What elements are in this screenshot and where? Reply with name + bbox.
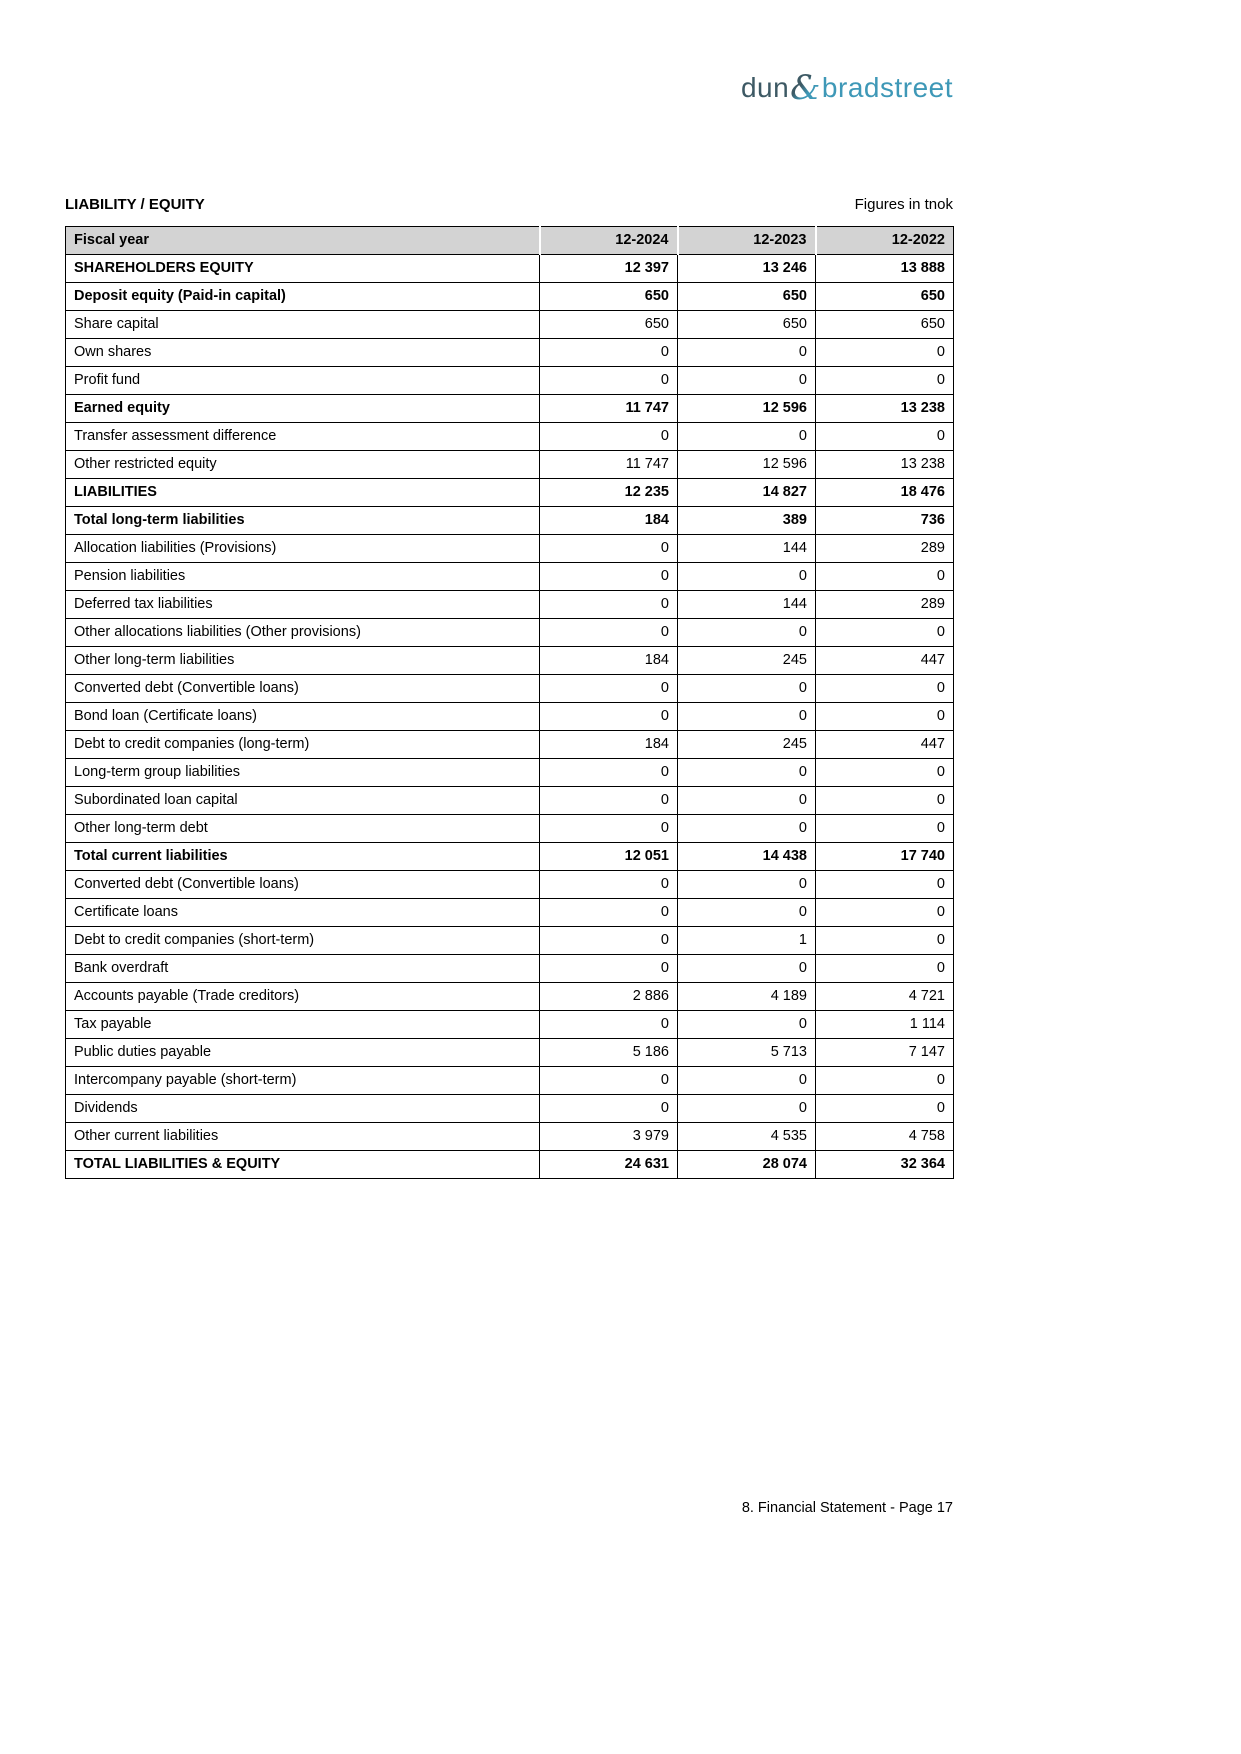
row-value: 1 114	[816, 1011, 954, 1039]
table-row	[66, 283, 954, 311]
row-label: Long-term group liabilities	[66, 759, 540, 787]
column-header-year: 12-2024	[540, 227, 678, 255]
row-value: 0	[816, 339, 954, 367]
row-value: 18 476	[816, 479, 954, 507]
row-value: 0	[678, 619, 816, 647]
table-row	[66, 647, 954, 675]
section-header	[65, 196, 953, 213]
row-value: 0	[540, 591, 678, 619]
row-value: 0	[540, 423, 678, 451]
row-value: 0	[540, 955, 678, 983]
row-value: 0	[816, 423, 954, 451]
table-row	[66, 955, 954, 983]
row-value: 0	[678, 675, 816, 703]
row-value: 184	[540, 647, 678, 675]
logo-dun-text: dun	[740, 72, 790, 103]
row-value: 0	[678, 339, 816, 367]
table-row	[66, 1039, 954, 1067]
table-row	[66, 759, 954, 787]
table-row	[66, 787, 954, 815]
row-value: 32 364	[816, 1151, 954, 1179]
row-value: 0	[540, 871, 678, 899]
table-row	[66, 563, 954, 591]
table-row	[66, 1151, 954, 1179]
row-value: 24 631	[540, 1151, 678, 1179]
table-row	[66, 395, 954, 423]
row-value: 650	[540, 311, 678, 339]
row-value: 3 979	[540, 1123, 678, 1151]
row-value: 0	[540, 927, 678, 955]
row-value: 28 074	[678, 1151, 816, 1179]
table-row	[66, 899, 954, 927]
row-value: 4 721	[816, 983, 954, 1011]
row-value: 0	[816, 703, 954, 731]
row-label: Earned equity	[66, 395, 540, 423]
row-value: 736	[816, 507, 954, 535]
row-value: 13 246	[678, 255, 816, 283]
table-row	[66, 675, 954, 703]
row-value: 0	[678, 1011, 816, 1039]
logo-bradstreet-text: bradstreet	[821, 72, 953, 103]
table-row	[66, 255, 954, 283]
row-value: 0	[678, 815, 816, 843]
row-label: Dividends	[66, 1095, 540, 1123]
table-row	[66, 927, 954, 955]
row-value: 0	[540, 1067, 678, 1095]
row-value: 144	[678, 591, 816, 619]
row-label: Certificate loans	[66, 899, 540, 927]
row-value: 289	[816, 535, 954, 563]
row-value: 0	[540, 787, 678, 815]
row-value: 14 827	[678, 479, 816, 507]
row-value: 245	[678, 647, 816, 675]
row-label: TOTAL LIABILITIES & EQUITY	[66, 1151, 540, 1179]
row-label: Pension liabilities	[66, 563, 540, 591]
row-value: 0	[678, 1095, 816, 1123]
row-value: 0	[540, 759, 678, 787]
row-value: 184	[540, 507, 678, 535]
row-label: Converted debt (Convertible loans)	[66, 675, 540, 703]
row-value: 4 535	[678, 1123, 816, 1151]
row-label: Profit fund	[66, 367, 540, 395]
row-label: Bond loan (Certificate loans)	[66, 703, 540, 731]
row-value: 0	[678, 367, 816, 395]
column-header-fiscal-year: Fiscal year	[66, 227, 540, 255]
row-value: 389	[678, 507, 816, 535]
row-value: 12 397	[540, 255, 678, 283]
table-row	[66, 367, 954, 395]
row-value: 0	[678, 871, 816, 899]
row-label: Converted debt (Convertible loans)	[66, 871, 540, 899]
row-label: Deposit equity (Paid-in capital)	[66, 283, 540, 311]
row-value: 0	[540, 563, 678, 591]
row-value: 0	[540, 899, 678, 927]
row-value: 0	[678, 423, 816, 451]
row-value: 0	[678, 955, 816, 983]
page-title: LIABILITY / EQUITY	[65, 196, 205, 213]
row-label: Total current liabilities	[66, 843, 540, 871]
row-value: 13 238	[816, 395, 954, 423]
table-row	[66, 507, 954, 535]
table-row	[66, 451, 954, 479]
row-label: Other long-term debt	[66, 815, 540, 843]
row-value: 5 186	[540, 1039, 678, 1067]
row-value: 0	[816, 1067, 954, 1095]
row-value: 0	[678, 703, 816, 731]
row-label: Tax payable	[66, 1011, 540, 1039]
table-row	[66, 703, 954, 731]
column-header-year: 12-2023	[678, 227, 816, 255]
row-label: Allocation liabilities (Provisions)	[66, 535, 540, 563]
table-row	[66, 815, 954, 843]
row-value: 12 596	[678, 451, 816, 479]
row-value: 0	[816, 1095, 954, 1123]
row-value: 0	[816, 759, 954, 787]
row-label: Debt to credit companies (short-term)	[66, 927, 540, 955]
row-value: 11 747	[540, 451, 678, 479]
row-label: Other allocations liabilities (Other provisions)	[66, 619, 540, 647]
row-value: 650	[540, 283, 678, 311]
row-value: 0	[816, 927, 954, 955]
row-value: 2 886	[540, 983, 678, 1011]
row-value: 0	[540, 619, 678, 647]
row-label: Subordinated loan capital	[66, 787, 540, 815]
row-value: 0	[816, 367, 954, 395]
row-value: 0	[678, 759, 816, 787]
row-value: 4 189	[678, 983, 816, 1011]
row-value: 0	[816, 815, 954, 843]
row-value: 12 596	[678, 395, 816, 423]
liability-equity-table	[65, 226, 954, 1179]
row-value: 0	[540, 339, 678, 367]
row-value: 0	[678, 1067, 816, 1095]
row-value: 0	[816, 899, 954, 927]
row-label: Debt to credit companies (long-term)	[66, 731, 540, 759]
row-value: 0	[678, 787, 816, 815]
table-row	[66, 983, 954, 1011]
row-value: 0	[816, 787, 954, 815]
column-header-year: 12-2022	[816, 227, 954, 255]
row-value: 1	[678, 927, 816, 955]
row-value: 12 235	[540, 479, 678, 507]
row-value: 650	[678, 311, 816, 339]
row-value: 0	[540, 535, 678, 563]
row-label: Share capital	[66, 311, 540, 339]
row-label: Bank overdraft	[66, 955, 540, 983]
row-value: 245	[678, 731, 816, 759]
row-label: Other restricted equity	[66, 451, 540, 479]
row-value: 0	[678, 563, 816, 591]
row-value: 0	[540, 1095, 678, 1123]
row-value: 650	[816, 283, 954, 311]
row-label: Public duties payable	[66, 1039, 540, 1067]
logo-ampersand-icon: &	[790, 68, 821, 108]
row-label: Deferred tax liabilities	[66, 591, 540, 619]
table-row	[66, 843, 954, 871]
row-value: 650	[678, 283, 816, 311]
table-row	[66, 1123, 954, 1151]
table-row	[66, 731, 954, 759]
table-row	[66, 311, 954, 339]
row-value: 447	[816, 647, 954, 675]
table-row	[66, 1067, 954, 1095]
row-label: SHAREHOLDERS EQUITY	[66, 255, 540, 283]
table-row	[66, 619, 954, 647]
row-value: 184	[540, 731, 678, 759]
table-row	[66, 423, 954, 451]
row-label: Total long-term liabilities	[66, 507, 540, 535]
row-label: Other long-term liabilities	[66, 647, 540, 675]
table-header-row	[66, 227, 954, 255]
page-footer: 8. Financial Statement - Page 17	[741, 1500, 953, 1516]
row-value: 11 747	[540, 395, 678, 423]
row-value: 0	[540, 367, 678, 395]
dnb-logo	[65, 68, 953, 108]
row-value: 0	[816, 619, 954, 647]
table-row	[66, 479, 954, 507]
row-value: 13 238	[816, 451, 954, 479]
row-value: 0	[540, 1011, 678, 1039]
row-value: 0	[678, 899, 816, 927]
figures-unit-note: Figures in tnok	[854, 196, 953, 213]
row-value: 7 147	[816, 1039, 954, 1067]
row-value: 12 051	[540, 843, 678, 871]
row-value: 0	[540, 703, 678, 731]
table-row	[66, 871, 954, 899]
table-row	[66, 339, 954, 367]
row-label: Own shares	[66, 339, 540, 367]
row-value: 0	[816, 675, 954, 703]
row-value: 0	[540, 815, 678, 843]
row-value: 289	[816, 591, 954, 619]
row-value: 144	[678, 535, 816, 563]
table-row	[66, 1095, 954, 1123]
row-value: 0	[540, 675, 678, 703]
row-value: 447	[816, 731, 954, 759]
table-row	[66, 535, 954, 563]
row-value: 650	[816, 311, 954, 339]
row-value: 0	[816, 563, 954, 591]
row-value: 5 713	[678, 1039, 816, 1067]
row-value: 0	[816, 955, 954, 983]
row-label: Transfer assessment difference	[66, 423, 540, 451]
row-value: 14 438	[678, 843, 816, 871]
row-value: 4 758	[816, 1123, 954, 1151]
row-label: LIABILITIES	[66, 479, 540, 507]
row-label: Other current liabilities	[66, 1123, 540, 1151]
table-row	[66, 591, 954, 619]
row-label: Intercompany payable (short-term)	[66, 1067, 540, 1095]
row-value: 13 888	[816, 255, 954, 283]
row-value: 17 740	[816, 843, 954, 871]
table-row	[66, 1011, 954, 1039]
row-label: Accounts payable (Trade creditors)	[66, 983, 540, 1011]
row-value: 0	[816, 871, 954, 899]
liability-equity-table-body	[66, 255, 954, 1179]
